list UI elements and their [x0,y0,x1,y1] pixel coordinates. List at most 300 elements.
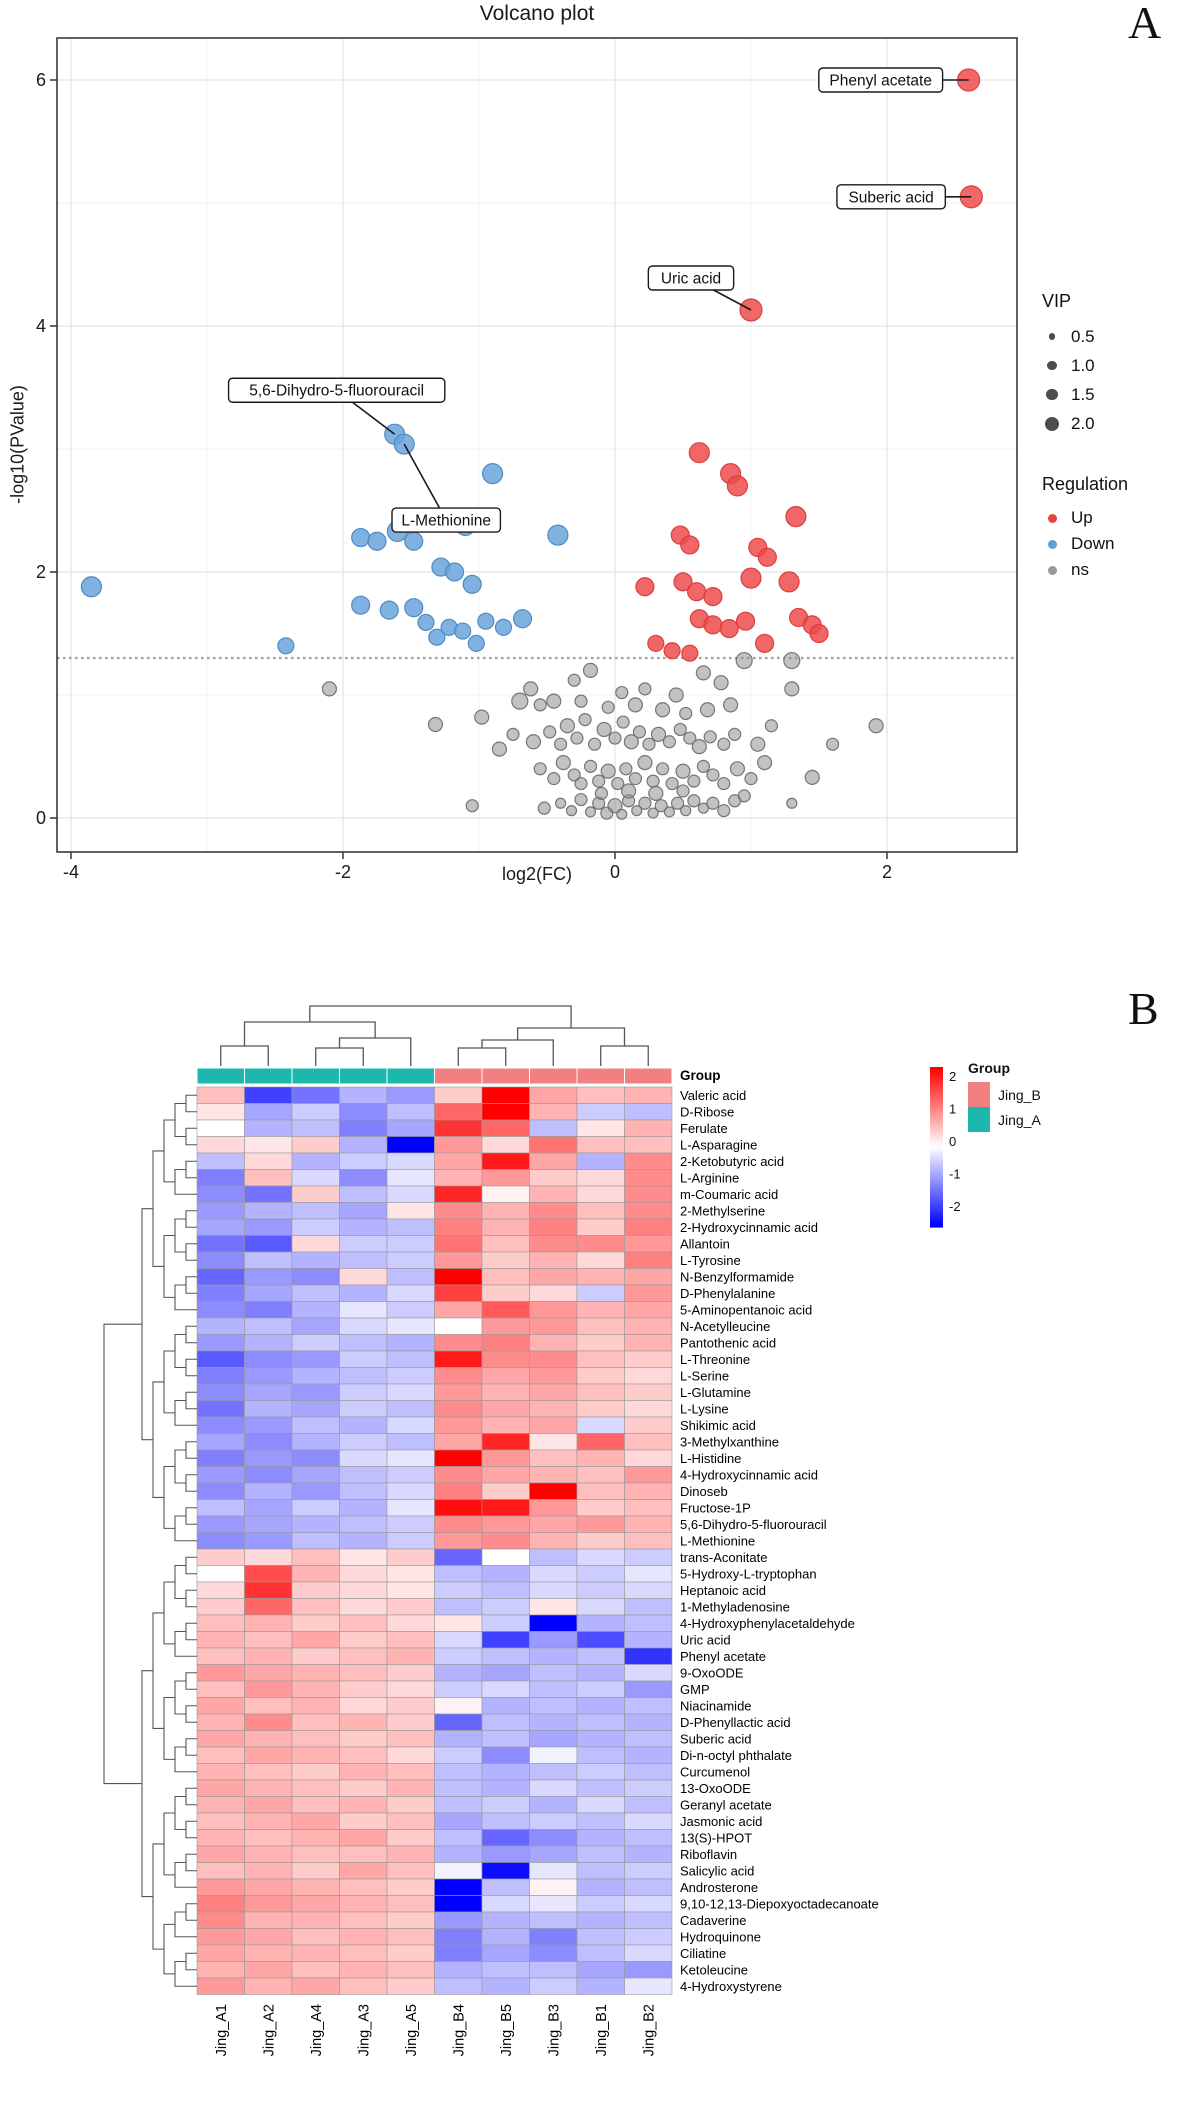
group-bar-cell [530,1068,578,1084]
heatmap-cell [577,1137,625,1154]
volcano-point-ns [696,666,710,680]
heatmap-row-label: m-Coumaric acid [680,1186,779,1202]
heatmap-cell [625,1731,673,1748]
heatmap-cell [340,1533,388,1550]
heatmap-cell [530,1896,578,1913]
heatmap-cell [245,1285,293,1302]
heatmap-cell [197,1351,245,1368]
heatmap-cell [577,1269,625,1286]
volcano-point-down [495,619,511,635]
heatmap-row-label: N-Acetylleucine [680,1318,771,1334]
heatmap-cell [435,1863,483,1880]
heatmap-cell [530,1681,578,1698]
heatmap-cell [625,1962,673,1979]
heatmap-cell [387,1582,435,1599]
heatmap-cell [530,1978,578,1995]
heatmap-cell [245,1896,293,1913]
heatmap-cell [245,1384,293,1401]
heatmap-row-label: L-Serine [680,1368,730,1384]
heatmap-cell [435,1665,483,1682]
volcano-point-ns [571,732,583,744]
heatmap-cell [387,1120,435,1137]
heatmap-row-label: Uric acid [680,1632,731,1648]
heatmap-cell [530,1879,578,1896]
heatmap-row-label: 2-Ketobutyric acid [680,1153,785,1169]
heatmap-cell [435,1912,483,1929]
heatmap-cell [387,1549,435,1566]
heatmap-cell [530,1549,578,1566]
group-bar-cell [625,1068,673,1084]
heatmap-cell [625,1912,673,1929]
volcano-point-down [548,525,568,545]
heatmap-cell [340,1615,388,1632]
heatmap-cell [625,1533,673,1550]
heatmap-row-label: GMP [680,1681,710,1697]
heatmap-cell [530,1747,578,1764]
heatmap-cell [340,1978,388,1995]
heatmap-cell [435,1599,483,1616]
heatmap-cell [625,1269,673,1286]
heatmap-cell [197,1978,245,1995]
volcano-point-up [756,634,774,652]
heatmap-row-label: L-Lysine [680,1401,729,1417]
volcano-point-up [737,612,755,630]
heatmap-cell [245,1978,293,1995]
volcano-point-down [368,532,386,550]
vip-size-label: 1.5 [1071,384,1095,404]
heatmap-cell [197,1549,245,1566]
heatmap-cell [245,1450,293,1467]
heatmap-row-label: 2-Methylserine [680,1203,766,1219]
heatmap-cell [530,1566,578,1583]
heatmap-cell [292,1896,340,1913]
heatmap-cell [482,1335,530,1352]
heatmap-cell [435,1252,483,1269]
heatmap-cell [340,1863,388,1880]
heatmap-cell [577,1351,625,1368]
vip-legend-title: VIP [1042,291,1072,311]
heatmap-cell [197,1302,245,1319]
heatmap-cell [340,1797,388,1814]
heatmap-cell [197,1912,245,1929]
heatmap-cell [625,1401,673,1418]
heatmap-cell [435,1797,483,1814]
heatmap-cell [577,1912,625,1929]
heatmap-cell [625,1566,673,1583]
heatmap-cell [482,1450,530,1467]
heatmap-cell [530,1516,578,1533]
heatmap-cell [245,1302,293,1319]
heatmap-cell [530,1665,578,1682]
heatmap-cell [577,1830,625,1847]
volcano-point-ns [575,695,587,707]
heatmap-cell [387,1566,435,1583]
volcano-point-ns [649,786,663,800]
heatmap-cell [340,1335,388,1352]
volcano-point-ns [597,722,611,736]
heatmap-cell [292,1104,340,1121]
heatmap-cell [530,1632,578,1649]
heatmap-cell [435,1830,483,1847]
heatmap-cell [577,1615,625,1632]
volcano-point-up [682,645,698,661]
heatmap-cell [245,1912,293,1929]
heatmap-column-label: Jing_A5 [403,2004,420,2057]
volcano-point-ns [629,773,641,785]
vip-legend-item [1042,322,1095,351]
heatmap-cell [387,1186,435,1203]
heatmap-cell [625,1302,673,1319]
heatmap-cell [245,1731,293,1748]
x-tick-label: 2 [881,862,893,882]
volcano-point-ns [566,806,576,816]
heatmap-cell [577,1285,625,1302]
annotation-label: Phenyl acetate [829,72,932,90]
heatmap-cell [482,1302,530,1319]
heatmap-cell [482,1170,530,1187]
heatmap-cell [292,1516,340,1533]
volcano-point-ns [534,763,546,775]
heatmap-row-label: Dinoseb [680,1483,728,1499]
heatmap-cell [482,1186,530,1203]
heatmap-cell [197,1780,245,1797]
heatmap-cell [435,1335,483,1352]
heatmap-cell [435,1896,483,1913]
heatmap-cell [387,1648,435,1665]
heatmap-cell [625,1087,673,1104]
heatmap-cell [482,1632,530,1649]
heatmap-cell [435,1516,483,1533]
heatmap-cell [245,1929,293,1946]
heatmap-cell [197,1153,245,1170]
heatmap-cell [245,1962,293,1979]
heatmap-cell [340,1120,388,1137]
volcano-point-ns [697,760,709,772]
volcano-point-up [636,578,654,596]
heatmap-cell [577,1698,625,1715]
heatmap-cell [197,1087,245,1104]
heatmap-cell [482,1615,530,1632]
heatmap-cell [625,1434,673,1451]
heatmap-cell [435,1104,483,1121]
heatmap-cell [197,1500,245,1517]
volcano-point-ns [729,728,741,740]
heatmap-column-label: Jing_A4 [308,2004,325,2057]
heatmap-cell [625,1665,673,1682]
heatmap-cell [577,1929,625,1946]
volcano-point-ns [869,719,883,733]
heatmap-cell [292,1368,340,1385]
heatmap-row-label: 2-Hydroxycinnamic acid [680,1219,818,1235]
heatmap-cell [530,1434,578,1451]
heatmap-cell [340,1467,388,1484]
volcano-point-up [704,588,722,606]
volcano-point-ns [643,738,655,750]
volcano-point-ns [556,798,566,808]
heatmap-row-label: L-Threonine [680,1351,751,1367]
heatmap-cell [387,1483,435,1500]
heatmap-cell [577,1764,625,1781]
heatmap-cell [387,1335,435,1352]
heatmap-cell [530,1467,578,1484]
heatmap-cell [387,1368,435,1385]
heatmap-row-label: D-Phenyllactic acid [680,1714,791,1730]
heatmap-cell [482,1566,530,1583]
heatmap-cell [245,1566,293,1583]
volcano-point-ns [785,682,799,696]
volcano-point-ns [657,763,669,775]
vip-size-label: 1.0 [1071,355,1095,375]
vip-legend-item [1042,409,1095,438]
heatmap-cell [245,1417,293,1434]
heatmap-cell [530,1203,578,1220]
volcano-point-down [352,596,370,614]
volcano-point-ns [617,716,629,728]
heatmap-cell [530,1219,578,1236]
heatmap-cell [387,1252,435,1269]
heatmap-cell [577,1104,625,1121]
annotation-label: L-Methionine [401,512,492,530]
heatmap-cell [197,1335,245,1352]
heatmap-cell [530,1863,578,1880]
heatmap-cell [340,1731,388,1748]
heatmap-cell [435,1401,483,1418]
heatmap-cell [197,1714,245,1731]
heatmap-cell [292,1137,340,1154]
volcano-point-ns [718,778,730,790]
heatmap-cell [387,1929,435,1946]
heatmap-row-label: Ketoleucine [680,1962,748,1978]
heatmap-cell [530,1170,578,1187]
heatmap-cell [577,1714,625,1731]
heatmap-cell [340,1681,388,1698]
heatmap-cell [197,1665,245,1682]
heatmap-cell [435,1879,483,1896]
heatmap-cell [625,1797,673,1814]
heatmap-cell [340,1912,388,1929]
heatmap-cell [387,1962,435,1979]
heatmap-cell [482,1797,530,1814]
volcano-point-ns [575,778,587,790]
heatmap-cell [435,1153,483,1170]
heatmap-group-annotation-label: Group [680,1068,721,1083]
heatmap-cell [387,1978,435,1995]
volcano-point-up [664,643,680,659]
heatmap-cell [292,1797,340,1814]
heatmap-cell [340,1368,388,1385]
heatmap-cell [577,1368,625,1385]
heatmap-cell [577,1483,625,1500]
heatmap-cell [482,1681,530,1698]
heatmap-row-label: 4-Hydroxycinnamic acid [680,1467,818,1483]
volcano-point-down [380,601,398,619]
heatmap-cell [530,1153,578,1170]
volcano-point-ns [688,795,700,807]
heatmap-row-label: 4-Hydroxystyrene [680,1978,782,1994]
heatmap-row-label: Geranyl acetate [680,1797,772,1813]
heatmap-cell [245,1516,293,1533]
heatmap-cell [577,1648,625,1665]
heatmap-row-label: L-Methionine [680,1533,756,1549]
heatmap-cell [530,1351,578,1368]
heatmap-cell [530,1599,578,1616]
heatmap-cell [625,1203,673,1220]
heatmap-cell [482,1269,530,1286]
heatmap-cell [340,1896,388,1913]
heatmap-cell [197,1269,245,1286]
heatmap-row-label: Valeric acid [680,1087,747,1103]
heatmap-cell [387,1170,435,1187]
heatmap-cell [197,1648,245,1665]
heatmap-cell [577,1170,625,1187]
heatmap-cell [197,1929,245,1946]
heatmap-cell [625,1252,673,1269]
heatmap-cell [245,1632,293,1649]
heatmap-cell [530,1186,578,1203]
heatmap-cell [292,1170,340,1187]
heatmap-cell [625,1516,673,1533]
heatmap-cell [292,1681,340,1698]
heatmap-cell [292,1269,340,1286]
heatmap-cell [482,1549,530,1566]
heatmap-cell [292,1219,340,1236]
vip-legend [1042,291,1095,438]
heatmap-row-label: Niacinamide [680,1698,752,1714]
heatmap-cell [482,1896,530,1913]
volcano-y-axis-label: -log10(PValue) [7,385,28,504]
group-bar-cell [387,1068,435,1084]
heatmap-cell [245,1467,293,1484]
heatmap-cell [245,1137,293,1154]
heatmap-cell [530,1912,578,1929]
heatmap-cell [292,1698,340,1715]
heatmap-row-label: 4-Hydroxyphenylacetaldehyde [680,1615,855,1631]
heatmap-cell [482,1698,530,1715]
heatmap-cell [482,1285,530,1302]
heatmap-cell [482,1401,530,1418]
heatmap-cell [625,1483,673,1500]
heatmap-cell [530,1714,578,1731]
heatmap-cell [530,1698,578,1715]
heatmap-row-label: Ciliatine [680,1945,727,1961]
heatmap-column-label: Jing_B4 [451,2004,468,2057]
volcano-point-ns [666,778,678,790]
heatmap-cell [292,1962,340,1979]
heatmap-cell [577,1566,625,1583]
heatmap-cell [197,1863,245,1880]
heatmap-cell [340,1516,388,1533]
heatmap-cell [625,1335,673,1352]
heatmap-cell [340,1549,388,1566]
heatmap-cell [625,1467,673,1484]
heatmap-cell [482,1945,530,1962]
volcano-point-ns [736,653,752,669]
heatmap-cell [482,1582,530,1599]
heatmap-cell [577,1318,625,1335]
heatmap-cell [482,1912,530,1929]
heatmap-cell [530,1731,578,1748]
heatmap-row-label: Suberic acid [680,1731,752,1747]
heatmap-cell [340,1962,388,1979]
heatmap-cell [530,1450,578,1467]
volcano-point-up [688,583,706,601]
heatmap-cell [197,1896,245,1913]
volcano-point-up [689,443,709,463]
heatmap-cell [577,1384,625,1401]
heatmap-cell [340,1186,388,1203]
heatmap-cell [577,1978,625,1995]
heatmap-cell [292,1549,340,1566]
heatmap-cell [482,1500,530,1517]
heatmap-cell [197,1764,245,1781]
heatmap-cell [340,1401,388,1418]
vip-legend-item [1042,380,1095,409]
heatmap-cell [482,1533,530,1550]
colorbar-tick-label: -1 [949,1166,961,1182]
volcano-point-down [478,613,494,629]
group-legend-item [968,1082,1041,1107]
heatmap-cell [625,1896,673,1913]
heatmap-cell [482,1351,530,1368]
group-bar-cell [482,1068,530,1084]
heatmap-cell [340,1252,388,1269]
heatmap-cell [530,1318,578,1335]
heatmap-cell [245,1087,293,1104]
heatmap-cell [530,1533,578,1550]
heatmap-cell [197,1203,245,1220]
heatmap-cell [292,1566,340,1583]
heatmap-cell [387,1846,435,1863]
volcano-point-up [810,625,828,643]
volcano-point-ns [745,773,757,785]
heatmap-cell [625,1632,673,1649]
heatmap-cell [625,1698,673,1715]
heatmap-cell [625,1945,673,1962]
heatmap-cell [625,1599,673,1616]
volcano-point-ns [628,698,642,712]
heatmap-cell [245,1582,293,1599]
volcano-point-ns [585,760,597,772]
heatmap-cell [577,1879,625,1896]
heatmap-cell [340,1236,388,1253]
heatmap-column-label: Jing_B3 [546,2004,563,2057]
heatmap-cell [292,1582,340,1599]
heatmap-cell [577,1120,625,1137]
heatmap-cell [197,1285,245,1302]
volcano-point-ns [827,738,839,750]
y-tick-label: 4 [35,316,46,336]
heatmap-cell [530,1302,578,1319]
group-name-label: Jing_A [998,1111,1041,1128]
heatmap-cell [482,1087,530,1104]
heatmap-cell [197,1219,245,1236]
heatmap-cell [435,1368,483,1385]
heatmap-cell [387,1945,435,1962]
heatmap-cell [245,1599,293,1616]
volcano-point-ns [602,701,614,713]
volcano-point-ns [647,775,659,787]
heatmap-row-label: Pantothenic acid [680,1335,777,1351]
group-bar-cell [245,1068,293,1084]
vip-size-dot [1049,333,1056,340]
heatmap-cell [625,1417,673,1434]
heatmap-cell [197,1962,245,1979]
heatmap-cell [245,1351,293,1368]
heatmap-cell [530,1417,578,1434]
volcano-point-down [468,635,484,651]
colorbar-tick-label: 0 [949,1134,957,1149]
heatmap-cell [435,1698,483,1715]
